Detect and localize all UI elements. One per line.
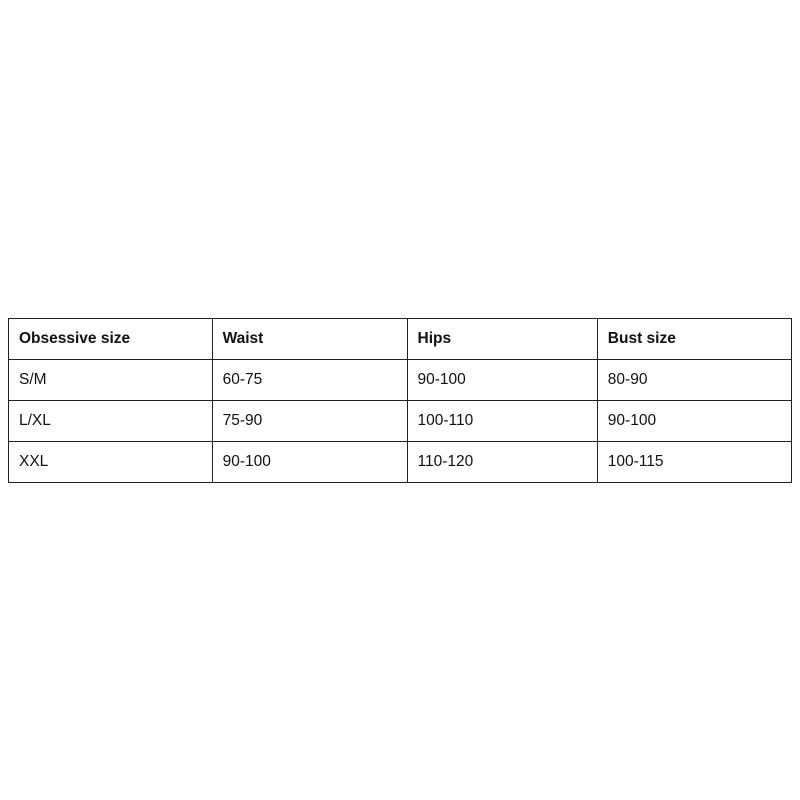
cell-hips: 110-120 [407, 442, 597, 483]
cell-bust: 90-100 [597, 401, 791, 442]
table-row [9, 442, 792, 483]
column-header-obsessive-size: Obsessive size [9, 319, 213, 360]
cell-size: L/XL [9, 401, 213, 442]
column-header-hips: Hips [407, 319, 597, 360]
size-chart-table [8, 318, 792, 483]
table-row [9, 401, 792, 442]
column-header-bust-size: Bust size [597, 319, 791, 360]
cell-size: S/M [9, 360, 213, 401]
cell-waist: 90-100 [212, 442, 407, 483]
table-row [9, 360, 792, 401]
cell-waist: 60-75 [212, 360, 407, 401]
cell-bust: 100-115 [597, 442, 791, 483]
size-chart-container [8, 318, 792, 483]
cell-hips: 100-110 [407, 401, 597, 442]
column-header-waist: Waist [212, 319, 407, 360]
cell-bust: 80-90 [597, 360, 791, 401]
cell-size: XXL [9, 442, 213, 483]
table-header-row [9, 319, 792, 360]
cell-waist: 75-90 [212, 401, 407, 442]
cell-hips: 90-100 [407, 360, 597, 401]
